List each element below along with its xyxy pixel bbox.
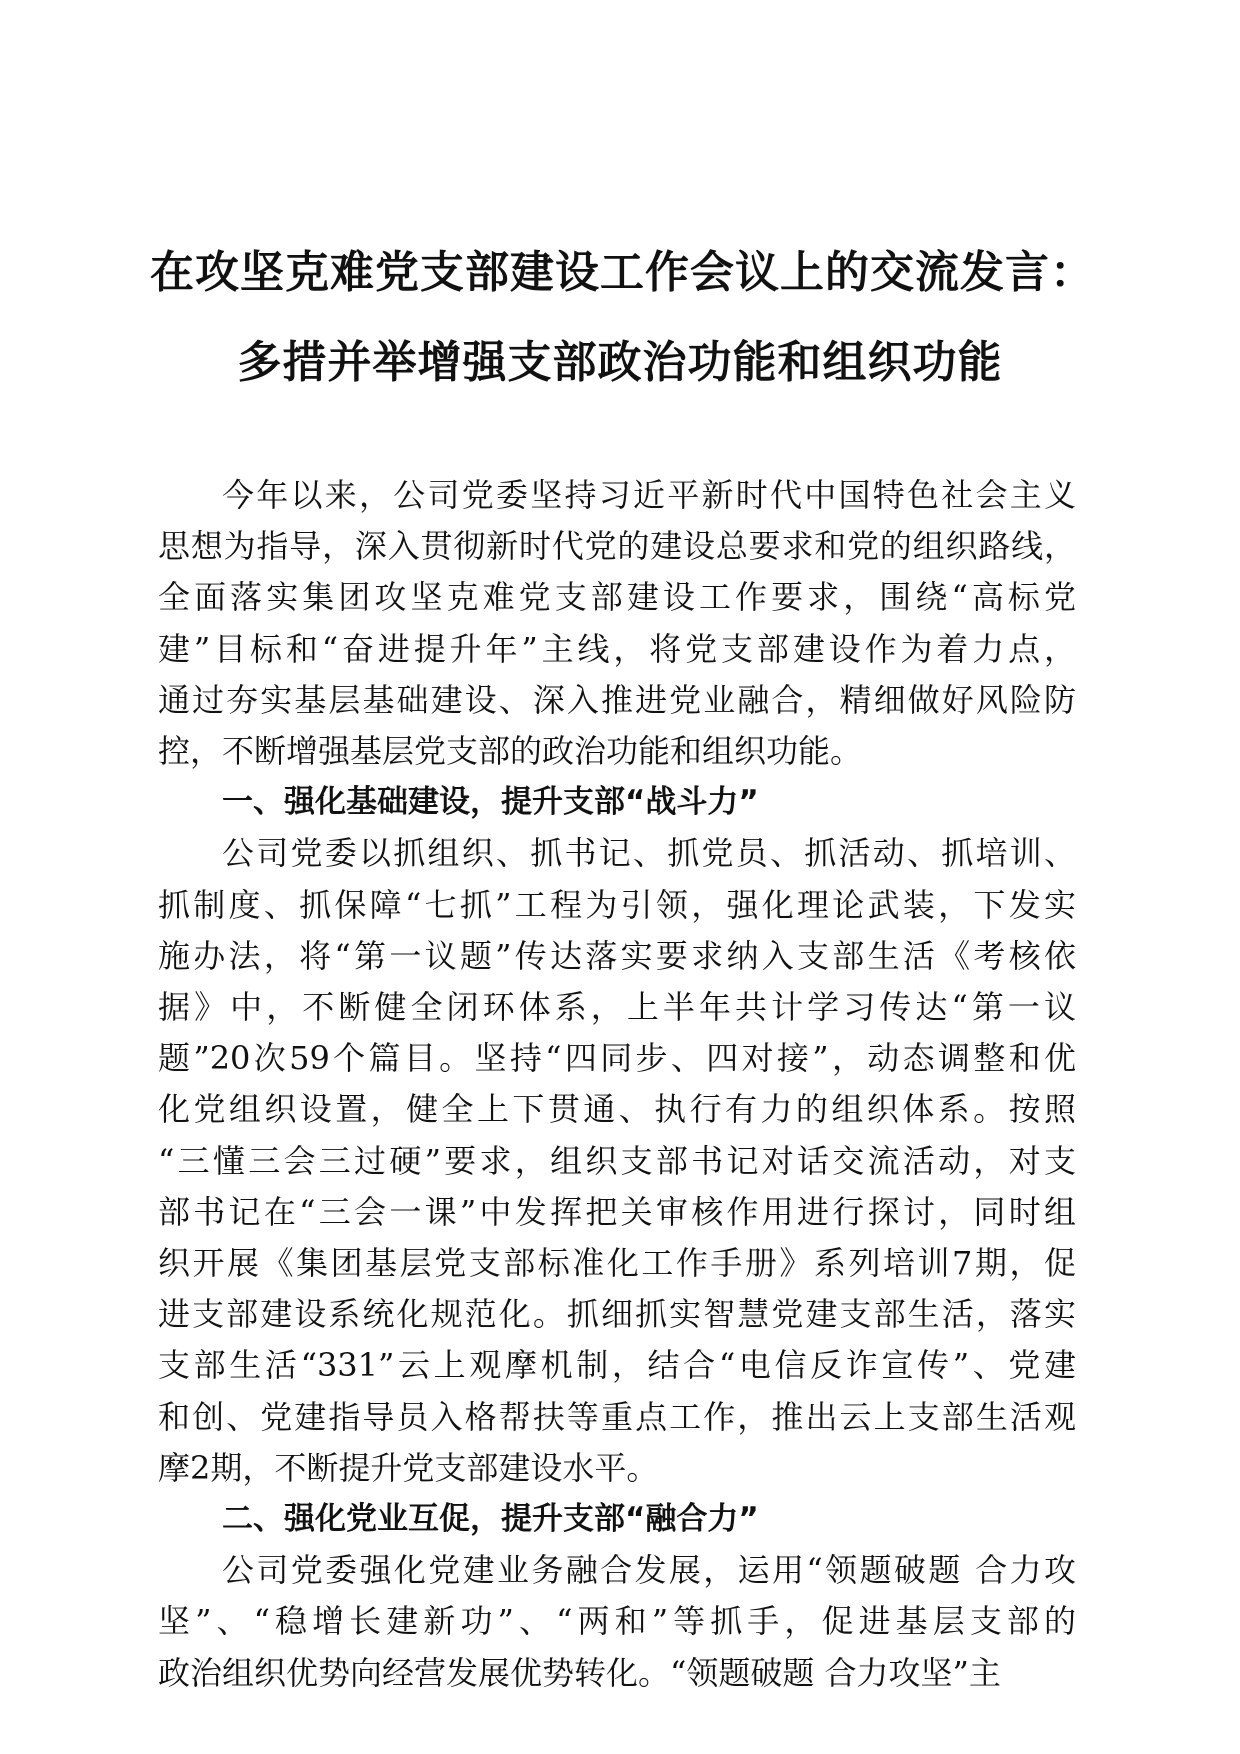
paragraph-line: 施办法，将“第一议题”传达落实要求纳入支部生活《考核依 [158, 936, 1076, 975]
paragraph-line: 思想为指导，深入贯彻新时代党的建设总要求和党的组织路线， [158, 527, 1076, 566]
paragraph-line: “三懂三会三过硬”要求，组织支部书记对话交流活动，对支 [158, 1141, 1076, 1180]
paragraph-line: 据》中，不断健全闭环体系，上半年共计学习传达“第一议 [158, 988, 1076, 1027]
paragraph-line: 部书记在“三会一课”中发挥把关审核作用进行探讨，同时组 [158, 1192, 1076, 1231]
body-paragraph [158, 828, 1076, 1494]
paragraph-line: 和创、党建指导员入格帮扶等重点工作，推出云上支部生活观 [158, 1397, 1076, 1436]
paragraph-line: 化党组织设置，健全上下贯通、执行有力的组织体系。按照 [158, 1090, 1076, 1129]
paragraph-line: 控，不断增强基层党支部的政治功能和组织功能。 [158, 732, 863, 771]
body-paragraph [158, 470, 1076, 777]
paragraph-line: 支部生活“331”云上观摩机制，结合“电信反诈宣传”、党建 [158, 1346, 1076, 1385]
body-paragraph [158, 1545, 1076, 1699]
paragraph-line: 全面落实集团攻坚克难党支部建设工作要求，围绕“高标党 [158, 578, 1076, 617]
paragraph-line: 今年以来，公司党委坚持习近平新时代中国特色社会主义 [222, 476, 1076, 514]
paragraph-line: 建”目标和“奋进提升年”主线，将党支部建设作为着力点， [158, 629, 1076, 668]
paragraph-line: 通过夯实基层基础建设、深入推进党业融合，精细做好风险防 [158, 680, 1076, 719]
document-body [158, 470, 1076, 1699]
paragraph-line: 织开展《集团基层党支部标准化工作手册》系列培训7期，促 [158, 1244, 1076, 1283]
title-line-2: 多措并举增强支部政治功能和组织功能 [237, 337, 1003, 388]
paragraph-line: 坚”、“稳增长建新功”、“两和”等抓手，促进基层支部的 [158, 1602, 1076, 1641]
paragraph-line: 摩2期，不断提升党支部建设水平。 [158, 1448, 659, 1487]
title-line-1: 在攻坚克难党支部建设工作会议上的交流发言： [150, 247, 1095, 298]
document-title [150, 228, 1095, 408]
paragraph-line: 公司党委强化党建业务融合发展，运用“领题破题 合力攻 [222, 1551, 1076, 1590]
paragraph-line: 抓制度、抓保障“七抓”工程为引领，强化理论武装，下发实 [158, 885, 1076, 924]
section-heading: 二、强化党业互促，提升支部“融合力” [222, 1501, 759, 1538]
section-heading: 一、强化基础建设，提升支部“战斗力” [222, 784, 759, 821]
paragraph-line: 政治组织优势向经营发展优势转化。“领题破题 合力攻坚”主 [158, 1653, 1001, 1692]
paragraph-line: 公司党委以抓组织、抓书记、抓党员、抓活动、抓培训、 [222, 834, 1076, 873]
paragraph-line: 进支部建设系统化规范化。抓细抓实智慧党建支部生活，落实 [158, 1295, 1076, 1334]
paragraph-line: 题”20次59个篇目。坚持“四同步、四对接”，动态调整和优 [158, 1039, 1076, 1078]
